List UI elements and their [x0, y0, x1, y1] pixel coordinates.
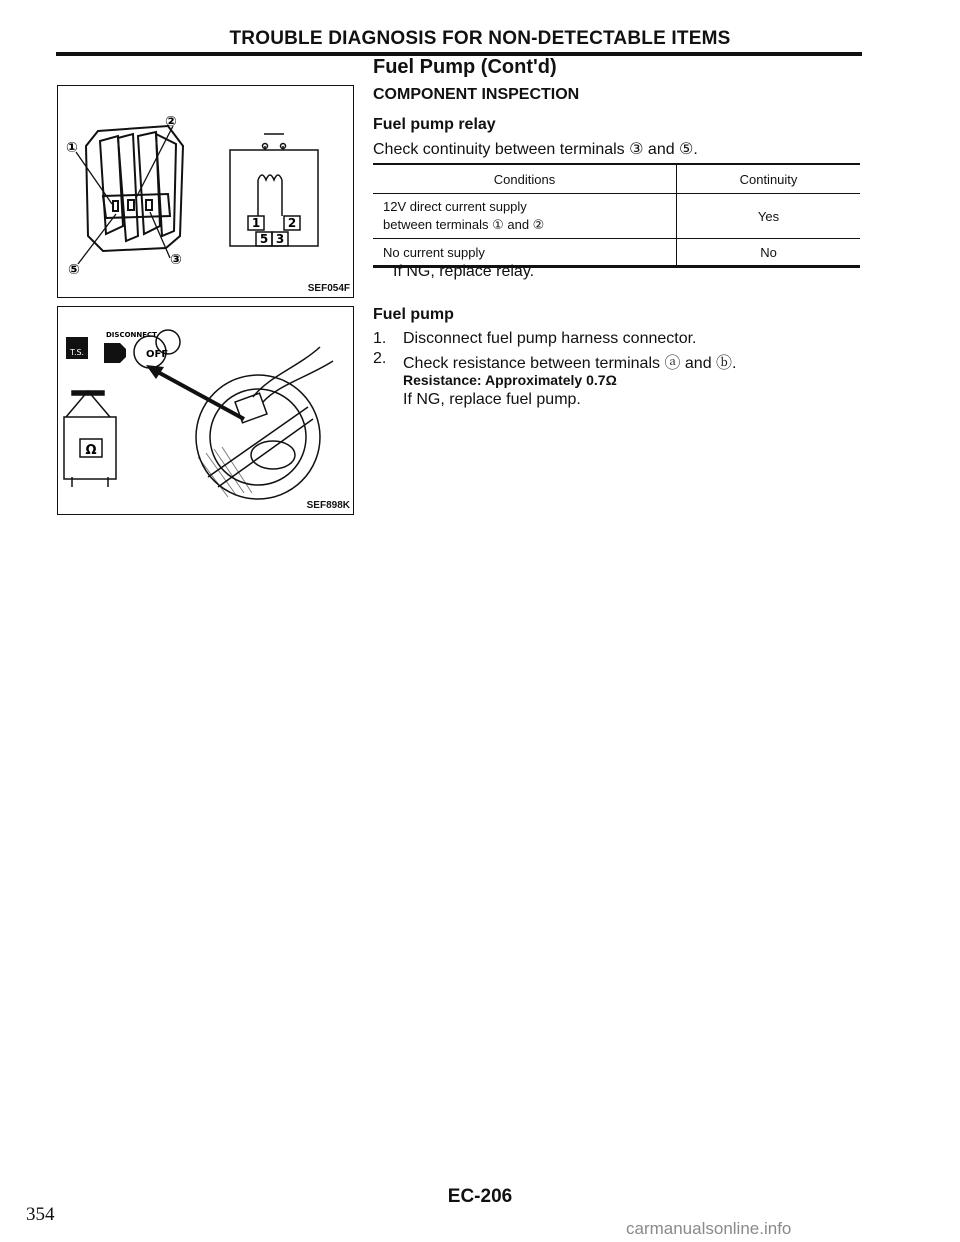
table-header-row	[373, 165, 860, 193]
terminal-label: 5	[259, 232, 269, 246]
terminal-label: 3	[275, 232, 285, 246]
pump-step	[373, 330, 697, 348]
step-text: Check resistance between terminals ⓐ and ⓑ.	[403, 355, 737, 372]
relay-illustration	[58, 86, 352, 296]
service-tool-icon	[66, 337, 88, 359]
step-number: 1.	[373, 330, 387, 347]
table-cell-continuity: No	[760, 244, 777, 260]
callout-2: ②	[165, 114, 177, 130]
pointer-arrow	[146, 365, 244, 419]
page-number: EC-206	[447, 1186, 513, 1207]
ohmmeter-icon	[64, 391, 116, 487]
callout-3: ③	[170, 252, 182, 268]
relay-heading: Fuel pump relay	[373, 116, 496, 133]
callout-1: ①	[66, 140, 78, 156]
table-header-conditions: Conditions	[373, 165, 677, 193]
fuel-pump-figure	[57, 306, 354, 515]
figure-code: SEF054F	[307, 283, 350, 294]
table-header-continuity: Continuity	[739, 171, 798, 187]
table-cell-condition	[373, 194, 677, 238]
figure-code: SEF898K	[306, 500, 350, 511]
ts-label: T.S.	[70, 348, 85, 357]
page-header-title: TROUBLE DIAGNOSIS FOR NON-DETECTABLE ITEMS	[229, 28, 731, 49]
pump-note: If NG, replace fuel pump.	[403, 391, 581, 408]
relay-figure	[57, 85, 354, 298]
ohm-label: Ω	[85, 443, 97, 458]
condition-line: 12V direct current supply	[383, 199, 527, 214]
relay-note: If NG, replace relay.	[393, 263, 535, 280]
callout-5: ⑤	[68, 262, 80, 278]
book-page-number: 354	[26, 1204, 55, 1225]
pump-heading: Fuel pump	[373, 306, 454, 323]
table-cell-continuity: Yes	[757, 208, 780, 224]
table-row	[373, 238, 860, 265]
continuity-table	[373, 163, 860, 268]
disconnect-label: DISCONNECT	[106, 331, 157, 339]
step-text: Disconnect fuel pump harness connector.	[403, 330, 697, 347]
step-number: 2.	[373, 350, 387, 367]
table-row	[373, 193, 860, 238]
terminal-label: 2	[287, 216, 297, 230]
terminal-label: 1	[251, 216, 261, 230]
pump-step	[373, 350, 737, 373]
condition-line: between terminals ① and ②	[383, 217, 545, 232]
off-label: OFF	[146, 349, 169, 360]
resistance-spec: Resistance: Approximately 0.7Ω	[403, 372, 617, 388]
connector-icon	[104, 343, 126, 363]
table-cell-condition: No current supply	[373, 239, 677, 265]
fuel-pump-illustration	[58, 307, 352, 513]
component-inspection-heading: COMPONENT INSPECTION	[373, 86, 580, 103]
watermark: carmanualsonline.info	[626, 1219, 792, 1238]
relay-instruction: Check continuity between terminals ③ and ⑤.	[373, 141, 698, 158]
section-title: Fuel Pump (Cont'd)	[373, 56, 557, 78]
